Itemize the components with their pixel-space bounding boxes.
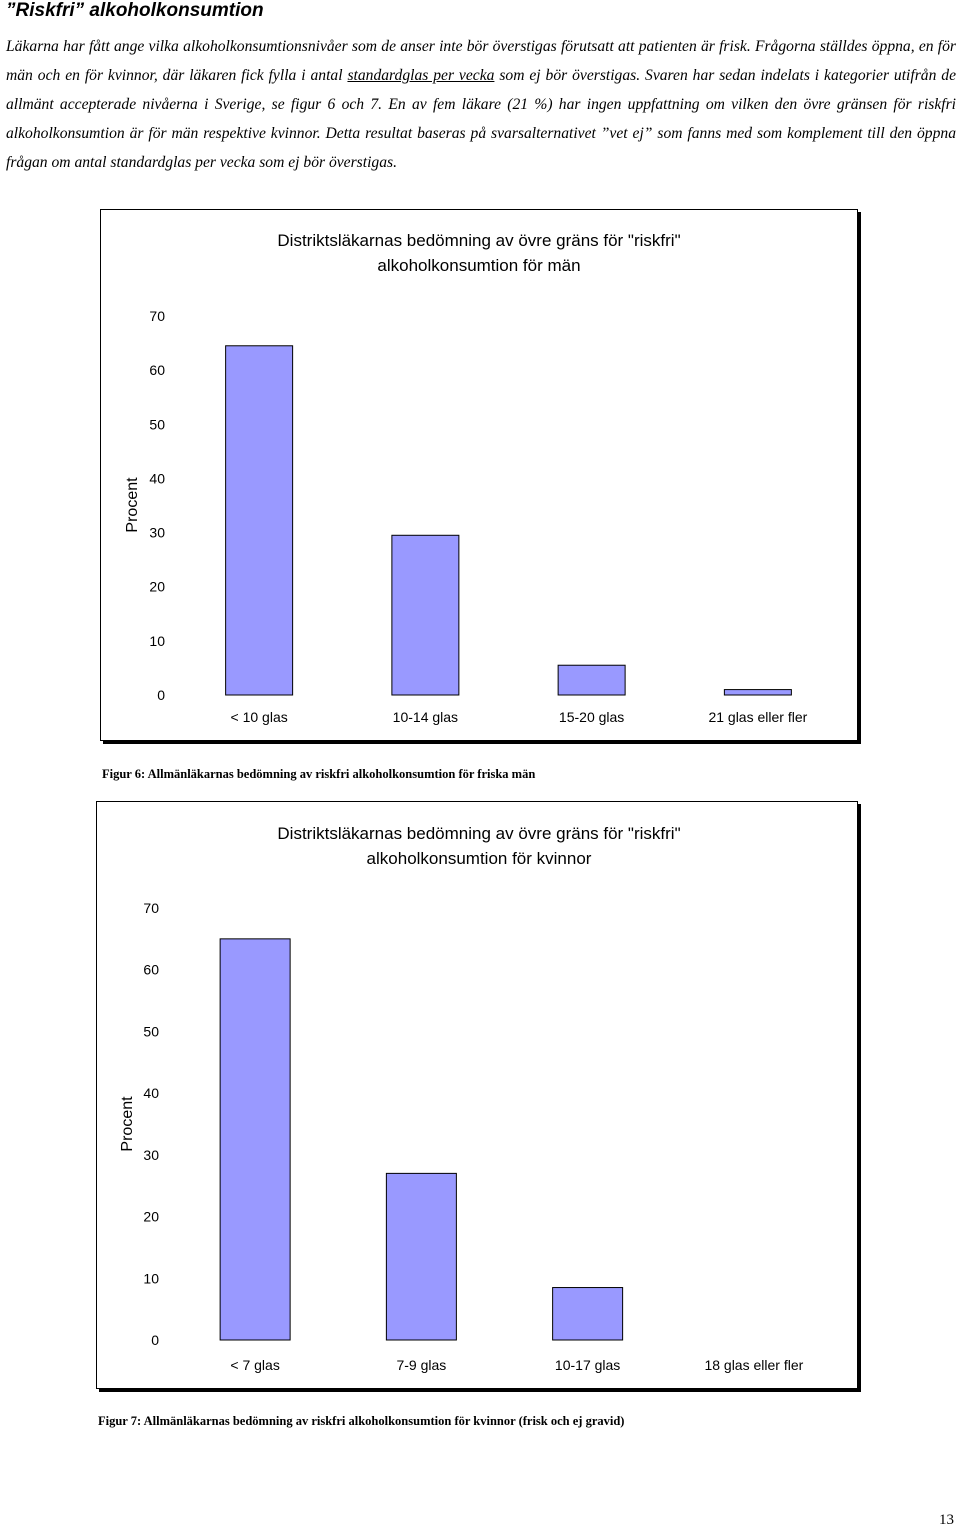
bar	[553, 1288, 623, 1340]
paragraph-text-1: Läkarna har fått ange vilka alkoholkonsumtionsnivåer som de anser inte bör överstigas förutsatt att patienten är frisk. Frågorna ställdes öppna, en för män och en för kvinnor, där läkaren fick fylla i antal	[6, 38, 956, 84]
chart-men-svg	[101, 210, 857, 740]
chart-title-line1: Distriktsläkarnas bedömning av övre gräns för "riskfri"	[277, 824, 681, 843]
y-tick-label: 30	[143, 1146, 159, 1163]
y-tick-label: 60	[149, 362, 165, 379]
bar	[226, 346, 293, 695]
x-category-label: 7-9 glas	[396, 1357, 447, 1373]
body-paragraph	[6, 32, 956, 177]
chart-women-svg	[97, 802, 857, 1388]
chart-title-line2: alkoholkonsumtion för män	[377, 256, 581, 275]
x-category-label: 15-20 glas	[558, 709, 625, 725]
paragraph-underlined-text: standardglas per vecka	[347, 67, 495, 84]
bar	[392, 535, 459, 695]
x-category-label: < 7 glas	[230, 1357, 280, 1373]
y-tick-label: 20	[143, 1208, 159, 1225]
x-category-label: 21 glas eller fler	[708, 709, 808, 725]
x-category-label: 10-14 glas	[392, 709, 459, 725]
bar	[220, 939, 290, 1340]
x-category-label: 18 glas eller fler	[704, 1357, 804, 1373]
chart-men	[100, 209, 858, 741]
chart-title-line1: Distriktsläkarnas bedömning av övre gräns för "riskfri"	[277, 231, 681, 250]
y-tick-label: 50	[149, 416, 165, 433]
figure7-caption: Figur 7: Allmänläkarnas bedömning av riskfri alkoholkonsumtion för kvinnor (frisk och ej gravid)	[98, 1414, 625, 1428]
y-tick-label: 10	[149, 632, 165, 649]
section-heading: ”Riskfri” alkoholkonsumtion	[6, 0, 264, 21]
bar	[386, 1173, 456, 1340]
bar	[724, 690, 791, 695]
y-tick-label: 40	[143, 1085, 159, 1102]
y-tick-label: 20	[149, 578, 165, 595]
paragraph-text-2: som ej bör överstigas. Svaren har sedan indelats i kategorier utifrån de allmänt accepterade nivåerna i Sverige, se figur 6 och 7. En av fem läkare (21 %) har ingen uppfattning om vilken den övre gränsen för riskfri alkoholkonsumtion är för män respektive kvinnor. Detta resultat baseras på svarsalternativet ”vet ej” som fanns med som komplement till den öppna frågan om antal standardglas per vecka som ej bör överstigas.	[6, 67, 957, 171]
y-axis-label: Procent	[119, 1096, 136, 1152]
y-tick-label: 70	[143, 900, 159, 916]
y-tick-label: 0	[157, 687, 165, 703]
y-tick-label: 50	[143, 1023, 159, 1040]
y-tick-label: 10	[143, 1270, 159, 1287]
y-tick-label: 40	[149, 470, 165, 487]
page-number: 13	[939, 1512, 954, 1528]
y-tick-label: 70	[149, 308, 165, 324]
y-axis-label: Procent	[124, 477, 141, 533]
y-tick-label: 30	[149, 524, 165, 541]
chart-title-line2: alkoholkonsumtion för kvinnor	[366, 849, 592, 868]
x-category-label: < 10 glas	[230, 709, 288, 725]
y-tick-label: 0	[151, 1332, 159, 1348]
y-tick-label: 60	[143, 961, 159, 978]
chart-women	[96, 801, 858, 1389]
x-category-label: 10-17 glas	[554, 1357, 621, 1373]
bar	[558, 665, 625, 695]
figure6-caption: Figur 6: Allmänläkarnas bedömning av riskfri alkoholkonsumtion för friska män	[102, 767, 536, 781]
